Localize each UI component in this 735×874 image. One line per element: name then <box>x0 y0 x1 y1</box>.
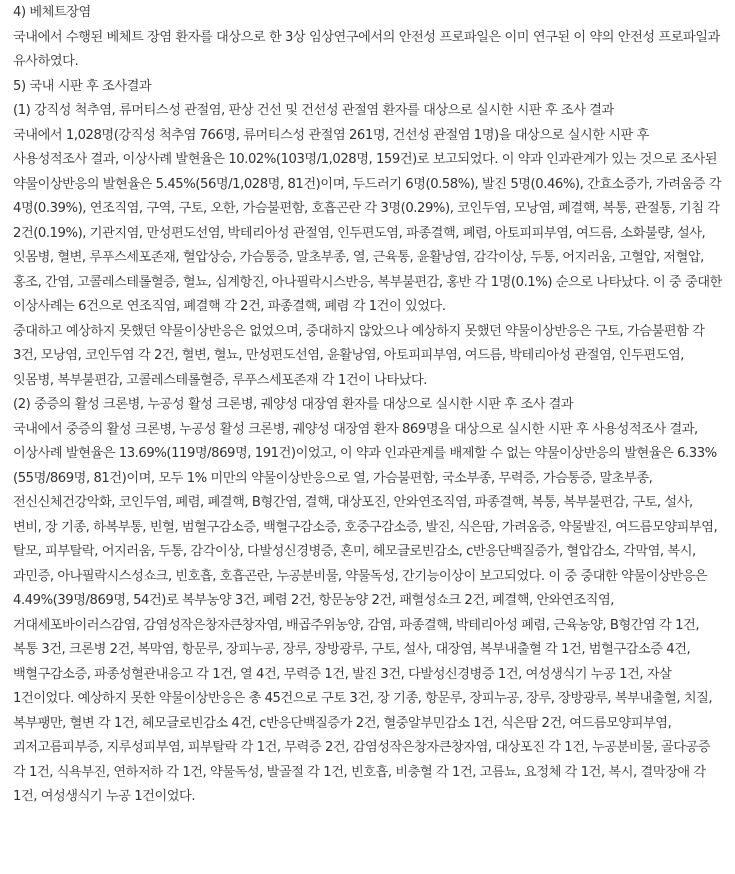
paragraph-survey-1-unexpected: 중대하고 예상하지 못했던 약물이상반응은 없었으며, 중대하지 않았으나 예상하지 못했던 약물이상반응은 구토, 가슴불편함 각 3건, 모낭염, 코인두염 각 2건, 혈변, 혈뇨, 만성편도선염, 윤활낭염, 아토피피부염, 여드름, 박테리아성 관절염, 인두편도염, 잇몸병, 복부불편감, 고콜레스테롤혈증, 루푸스세포존재 각 1건이 나타났다. <box>13 323 705 388</box>
paragraph-survey-1-results: 국내에서 1,028명(강직성 척추염 766명, 류머티스성 관절염 261명, 건선성 관절염 1명)을 대상으로 실시한 시판 후 사용성적조사 결과, 이상사례 발현율은 10.02%(103명/1,028명, 159건)로 보고되었다. 이 약과 인과관계가 있는 것으로 조사된 약물이상반응의 발현율은 5.45%(56명/1,028명, 81건)이며, 두드러기 6명(0.58%), 발진 5명(0.46%), 간효소증가, 가려움증 각 4명(0.39%), 연조직염, 구역, 구토, 오한, 가슴불편함, 호흡곤란 각 3명(0.29%), 코인두염, 모낭염, 폐결핵, 복통, 관절통, 기침 각 2건(0.19%), 기관지염, 만성편도선염, 박테리아성 관절염, 인두편도염, 파종결핵, 폐렴, 아토피피부염, 여드름, 소화불량, 설사, 잇몸병, 혈변, 루푸스세포존재, 혈압상승, 가슴통증, 말초부종, 열, 근육통, 윤활낭염, 감각이상, 두통, 어지러움, 고혈압, 저혈압, 홍조, 간염, 고콜레스테롤혈증, 혈뇨, 심계항진, 아나필락시스반응, 복부불편감, 홍반 각 1명(0.1%) 순으로 나타났다. 이 중 중대한 이상사례는 6건으로 연조직염, 폐결핵 각 2건, 파종결핵, 폐렴 각 1건이 있었다. <box>13 127 722 314</box>
section-heading-postmarketing: 5) 국내 시판 후 조사결과 <box>13 78 152 94</box>
paragraph-behcet-safety: 국내에서 수행된 베체트 장염 환자를 대상으로 한 3상 임상연구에서의 안전성 프로파일은 이미 연구된 이 약의 안전성 프로파일과 유사하였다. <box>13 29 720 69</box>
section-heading-behcet: 4) 베체트장염 <box>13 5 91 20</box>
paragraph-survey-2-results: 국내에서 중증의 활성 크론병, 누공성 활성 크론병, 궤양성 대장염 환자 869명을 대상으로 실시한 시판 후 사용성적조사 결과, 이상사례 발현율은 13.69%(119명/869명, 191건)이었고, 이 약과 인과관계를 배제할 수 없는 약물이상반응의 발현율은 6.33%(55명/869명, 81건)이며, 모두 1% 미만의 약물이상반응으로 열, 가슴불편함, 국소부종, 무력증, 가슴통증, 말초부종, 전신신체건강악화, 코인두염, 폐렴, 폐결핵, B형간염, 결핵, 대상포진, 안와연조직염, 파종결핵, 복통, 복부불편감, 구토, 설사, 변비, 장 기종, 하복부통, 빈혈, 범혈구감소증, 백혈구감소증, 호중구감소증, 발진, 식은땀, 가려움증, 약물발진, 여드름모양피부염, 탈모, 피부탈락, 어지러움, 두통, 감각이상, 다발성신경병증, 혼미, 헤모글로빈감소, c반응단백질증가, 혈압감소, 각막염, 복시, 과민증, 아나필락시스성쇼크, 빈호흡, 호흡곤란, 누공분비물, 약물독성, 간기능이상이 보고되었다. 이 중 중대한 약물이상반응은 4.49%(39명/869명, 54건)로 복부농양 3건, 폐렴 2건, 항문농양 2건, 패혈성쇼크 2건, 폐결핵, 안와연조직염, 거대세포바이러스감염, 감염성작은창자큰창자염, 배곱주위농양, 감염, 파종결핵, 박테리아성 폐렴, 근육농양, B형간염 각 1건, 복통 3건, 크론병 2건, 복막염, 항문루, 장피누공, 장루, 장방광루, 구토, 설사, 대장염, 복부내출혈 각 1건, 범혈구감소증 4건, 백혈구감소증, 파종성혈관내응고 각 1건, 열 4건, 무력증 1건, 발진 3건, 다발성신경병증 1건, 여성생식기 누공 1건, 자살 1건이었다. 예상하지 못한 약물이상반응은 총 45건으로 구토 3건, 장 기종, 항문루, 장피누공, 장루, 장방광루, 복부내출혈, 치질, 복부팽만, 혈변 각 1건, 헤모글로빈감소 4건, c반응단백질증가 2건, 혈중알부민감소 1건, 식은땀 2건, 여드름모양피부염, 괴저고름피부증, 지루성피부염, 피부탈락 각 1건, 무력증 2건, 감염성작은창자큰창자염, 대상포진 각 1건, 누공분비물, 골다공증 각 1건, 식욕부진, 연하저하 각 1건, 약물독성, 발골절 각 1건, 빈호흡, 비충혈 각 1건, 고름뇨, 요정체 각 1건, 복시, 결막장애 각 1건, 여성생식기 누공 1건이었다. <box>13 421 718 804</box>
subsection-heading-2: (2) 중증의 활성 크론병, 누공성 활성 크론병, 궤양성 대장염 환자를 대상으로 실시한 시판 후 조사 결과 <box>13 397 574 412</box>
subsection-heading-1: (1) 강직성 척추염, 류머티스성 관절염, 판상 건선 및 건선성 관절염 환자를 대상으로 실시한 시판 후 조사 결과 <box>13 103 614 118</box>
